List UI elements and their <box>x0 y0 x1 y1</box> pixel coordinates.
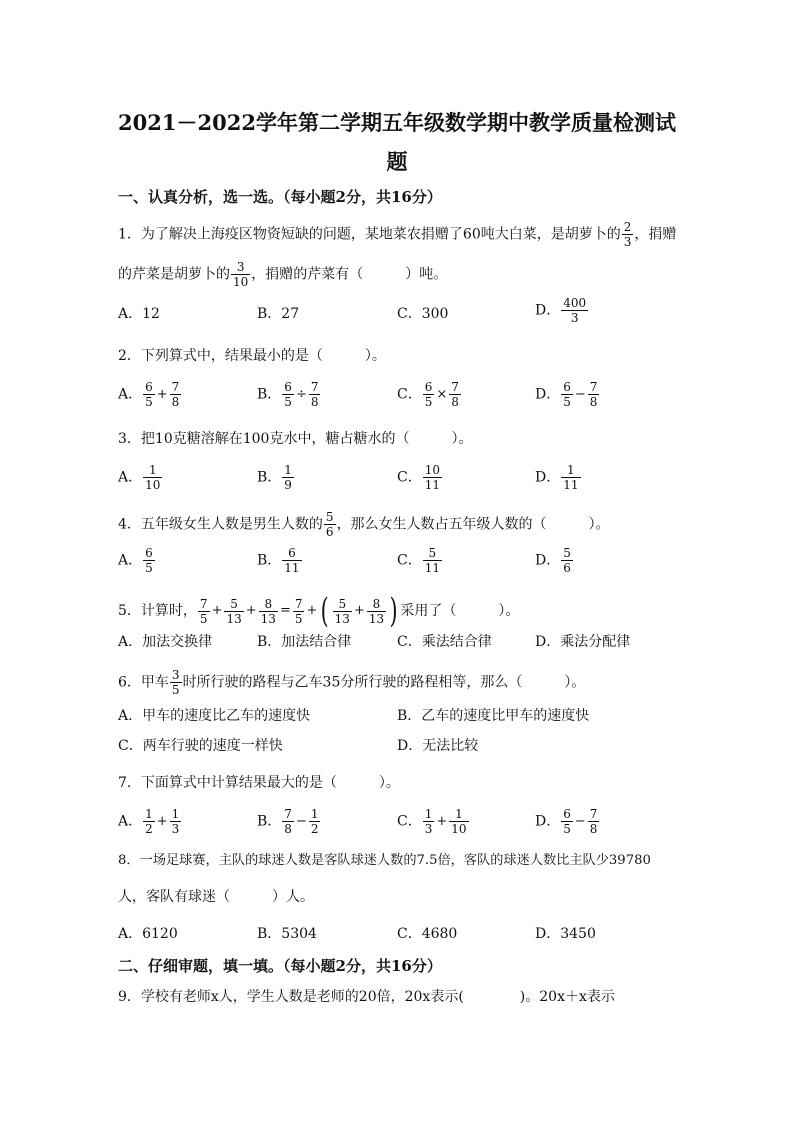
fraction <box>423 380 435 409</box>
denominator: 10 <box>145 478 161 492</box>
denominator: 8 <box>284 822 292 836</box>
q2-option-a[interactable] <box>118 380 182 409</box>
q4-option-a[interactable] <box>118 546 156 575</box>
denominator: 8 <box>171 395 180 409</box>
question-1-text-b: ，捐赠 <box>634 226 677 243</box>
numerator: 6 <box>282 546 301 561</box>
fraction <box>423 546 442 575</box>
right-paren: ) <box>389 591 398 631</box>
option-label: B． <box>257 552 282 569</box>
fraction <box>449 380 461 409</box>
denominator: 3 <box>570 311 579 325</box>
question-4-text-a: 4．五年级女生人数是男生人数的 <box>118 516 323 533</box>
fraction <box>282 807 294 836</box>
fraction <box>143 463 162 492</box>
denominator: 5 <box>563 395 571 409</box>
fraction <box>143 546 155 575</box>
numerator: 6 <box>563 807 571 821</box>
option-label: A． <box>118 813 143 830</box>
q6-option-c[interactable]: C．两车行驶的速度一样快 <box>118 738 283 754</box>
option-label: D． <box>535 386 561 403</box>
numerator: 1 <box>145 807 153 821</box>
fraction <box>588 380 600 409</box>
numerator: 1 <box>171 807 180 821</box>
numerator: 6 <box>145 546 153 560</box>
question-1-text-a: 1．为了解决上海疫区物资短缺的问题，某地菜农捐赠了60吨大白菜，是胡萝卜的 <box>118 226 621 243</box>
q1-option-c[interactable]: C．300 <box>397 306 449 322</box>
denominator: 5 <box>145 561 153 575</box>
fraction <box>231 260 250 289</box>
operator: × <box>436 386 448 402</box>
denominator: 8 <box>310 395 319 409</box>
denominator: 13 <box>260 611 276 626</box>
denominator: 6 <box>325 525 334 539</box>
q8-option-b[interactable]: B．5304 <box>257 926 317 942</box>
fraction <box>170 807 182 836</box>
q8-option-d[interactable]: D．3450 <box>535 926 596 942</box>
denominator: 13 <box>334 611 350 626</box>
numerator: 7 <box>294 596 303 611</box>
question-7: 7．下面算式中计算结果最大的是（ ）。 <box>118 775 400 791</box>
q4-option-c[interactable] <box>397 546 443 575</box>
option-label: D． <box>535 813 561 830</box>
q7-option-c[interactable] <box>397 807 470 836</box>
denominator: 11 <box>284 561 300 575</box>
q6-option-a[interactable]: A．甲车的速度比乙车的速度快 <box>118 708 311 724</box>
numerator: 3 <box>231 260 250 275</box>
numerator: 8 <box>367 597 386 612</box>
fraction <box>143 807 155 836</box>
numerator: 5 <box>325 510 334 524</box>
denominator: 3 <box>171 822 180 836</box>
numerator: 1 <box>449 807 468 822</box>
option-label: C． <box>397 386 422 403</box>
fraction <box>333 597 352 626</box>
question-5-text-b: 采用了（ ）。 <box>400 603 520 619</box>
question-1-text-d: ，捐赠的芹菜有（ ）吨。 <box>251 266 448 283</box>
q7-option-b[interactable] <box>257 807 321 836</box>
option-label: B． <box>257 813 282 830</box>
operator: + <box>353 603 365 618</box>
option-label: D． <box>535 469 561 486</box>
denominator: 5 <box>145 395 153 409</box>
question-8-line1: 8．一场足球赛，主队的球迷人数是客队球迷人数的7.5倍，客队的球迷人数比主队少39780 <box>118 853 651 868</box>
operator: − <box>295 813 307 829</box>
q5-option-c[interactable]: C．乘法结合律 <box>397 634 492 650</box>
numerator: 5 <box>224 597 243 612</box>
denominator: 8 <box>451 395 459 409</box>
option-label: C． <box>397 469 422 486</box>
numerator: 6 <box>424 380 433 394</box>
numerator: 7 <box>310 380 319 394</box>
q3-option-c[interactable] <box>397 463 443 492</box>
numerator: 6 <box>563 380 571 394</box>
fraction <box>324 510 336 539</box>
numerator: 1 <box>561 463 580 478</box>
left-paren: ( <box>321 591 330 631</box>
fraction <box>561 380 573 409</box>
fraction <box>561 463 580 492</box>
fraction <box>367 597 386 626</box>
numerator: 7 <box>451 380 459 394</box>
denominator: 5 <box>171 683 180 697</box>
fraction <box>561 296 588 325</box>
fraction <box>423 463 442 492</box>
q1-option-a[interactable]: A．12 <box>118 306 160 322</box>
q6-option-d[interactable]: D．无法比较 <box>397 738 479 754</box>
numerator: 6 <box>284 380 292 394</box>
question-8-line2: 人，客队有球迷（ ）人。 <box>118 889 314 905</box>
q3-option-b[interactable] <box>257 463 295 492</box>
fraction <box>143 380 155 409</box>
fraction <box>561 546 573 575</box>
numerator: 5 <box>333 597 352 612</box>
numerator: 1 <box>284 463 292 477</box>
q1-option-d[interactable] <box>535 296 589 325</box>
q6-option-b[interactable]: B．乙车的速度比甲车的速度快 <box>397 708 590 724</box>
numerator: 6 <box>145 380 153 394</box>
denominator: 3 <box>424 822 433 836</box>
operator: + <box>156 386 168 402</box>
denominator: 13 <box>368 611 385 626</box>
section2-heading: 二、仔细审题，填一填。（每小题2分，共16分） <box>118 957 442 975</box>
numerator: 7 <box>199 596 208 611</box>
fraction <box>449 807 468 836</box>
fraction <box>423 807 435 836</box>
question-3: 3．把10克糖溶解在100克水中，糖占糖水的（ ）。 <box>118 431 473 447</box>
fraction <box>561 807 573 836</box>
fraction <box>282 463 294 492</box>
denominator: 2 <box>145 822 153 836</box>
q8-option-c[interactable]: C．4680 <box>397 926 458 942</box>
q3-option-a[interactable] <box>118 463 163 492</box>
numerator: 7 <box>171 380 180 394</box>
fraction <box>588 807 600 836</box>
denominator: 11 <box>424 478 440 492</box>
q7-option-a[interactable] <box>118 807 182 836</box>
denominator: 5 <box>199 611 208 626</box>
option-label: D． <box>535 302 561 319</box>
operator: ÷ <box>295 386 307 402</box>
option-label: C． <box>397 552 422 569</box>
denominator: 10 <box>233 275 249 289</box>
numerator: 400 <box>563 296 587 310</box>
fraction <box>224 597 243 626</box>
denominator: 6 <box>563 561 571 575</box>
operator: + <box>156 813 168 829</box>
denominator: 10 <box>451 822 467 836</box>
fraction <box>622 220 634 249</box>
option-label: A． <box>118 552 143 569</box>
denominator: 9 <box>284 478 292 492</box>
denominator: 5 <box>424 395 433 409</box>
operator: + <box>211 603 223 618</box>
fraction <box>170 380 182 409</box>
question-1-line2 <box>118 260 447 289</box>
denominator: 3 <box>623 235 632 249</box>
question-6 <box>118 668 585 697</box>
operator: − <box>574 813 586 829</box>
denominator: 8 <box>589 822 598 836</box>
question-1-line1 <box>118 220 676 249</box>
q2-option-c[interactable] <box>397 380 462 409</box>
exam-title-line1: 2021－2022学年第二学期五年级数学期中教学质量检测试 <box>118 110 676 135</box>
q1-option-b[interactable]: B．27 <box>257 306 300 322</box>
q3-option-d[interactable] <box>535 463 582 492</box>
numerator: 7 <box>589 807 598 821</box>
question-2: 2．下列算式中，结果最小的是（ ）。 <box>118 348 386 364</box>
denominator: 11 <box>563 478 579 492</box>
q5-option-d[interactable]: D．乘法分配律 <box>535 634 631 650</box>
q2-option-d[interactable] <box>535 380 600 409</box>
denominator: 5 <box>563 822 571 836</box>
q4-option-d[interactable] <box>535 546 574 575</box>
q2-option-b[interactable] <box>257 380 321 409</box>
numerator: 3 <box>171 668 180 682</box>
question-4 <box>118 510 610 539</box>
fraction <box>259 597 278 626</box>
operator: + <box>306 603 318 618</box>
numerator: 5 <box>423 546 442 561</box>
fraction <box>293 597 305 626</box>
question-5 <box>118 591 520 631</box>
q7-option-d[interactable] <box>535 807 600 836</box>
option-label: D． <box>535 552 561 569</box>
question-9: 9．学校有老师x人，学生人数是老师的20倍，20x表示( )。20x＋x表示 <box>118 989 615 1005</box>
denominator: 5 <box>294 611 303 626</box>
numerator: 2 <box>623 220 632 234</box>
option-label: A． <box>118 469 143 486</box>
option-label: A． <box>118 386 143 403</box>
numerator: 1 <box>143 463 162 478</box>
fraction <box>309 380 321 409</box>
fraction <box>170 668 182 697</box>
q5-option-b[interactable]: B．加法结合律 <box>257 634 352 650</box>
option-label: C． <box>397 813 422 830</box>
question-5-text-a: 5．计算时， <box>118 603 197 619</box>
numerator: 1 <box>424 807 433 821</box>
operator: + <box>245 603 257 618</box>
section1-heading: 一、认真分析，选一选。（每小题2分，共16分） <box>118 188 442 206</box>
question-4-text-b: ，那么女生人数占五年级人数的（ ）。 <box>336 516 610 533</box>
operator: + <box>436 813 448 829</box>
denominator: 2 <box>310 822 319 836</box>
q8-option-a[interactable]: A．6120 <box>118 926 178 942</box>
fraction <box>198 597 210 626</box>
fraction <box>309 807 321 836</box>
numerator: 5 <box>563 546 571 560</box>
denominator: 13 <box>226 611 242 626</box>
question-1-text-c: 的芹菜是胡萝卜的 <box>118 266 230 283</box>
fraction <box>282 546 301 575</box>
operator: = <box>279 603 291 618</box>
question-6-text-a: 6．甲车 <box>118 674 169 691</box>
q4-option-b[interactable] <box>257 546 303 575</box>
numerator: 10 <box>424 463 440 477</box>
exam-title-line2: 题 <box>386 149 408 174</box>
option-label: B． <box>257 386 282 403</box>
denominator: 8 <box>589 395 598 409</box>
numerator: 1 <box>310 807 319 821</box>
q5-option-a[interactable]: A．加法交换律 <box>118 634 213 650</box>
numerator: 8 <box>259 597 278 612</box>
denominator: 5 <box>284 395 292 409</box>
operator: − <box>574 386 586 402</box>
denominator: 11 <box>424 561 440 575</box>
question-6-text-b: 时所行驶的路程与乙车35分所行驶的路程相等，那么（ ）。 <box>182 674 586 691</box>
fraction <box>282 380 294 409</box>
option-label: B． <box>257 469 282 486</box>
numerator: 7 <box>284 807 292 821</box>
numerator: 7 <box>589 380 598 394</box>
